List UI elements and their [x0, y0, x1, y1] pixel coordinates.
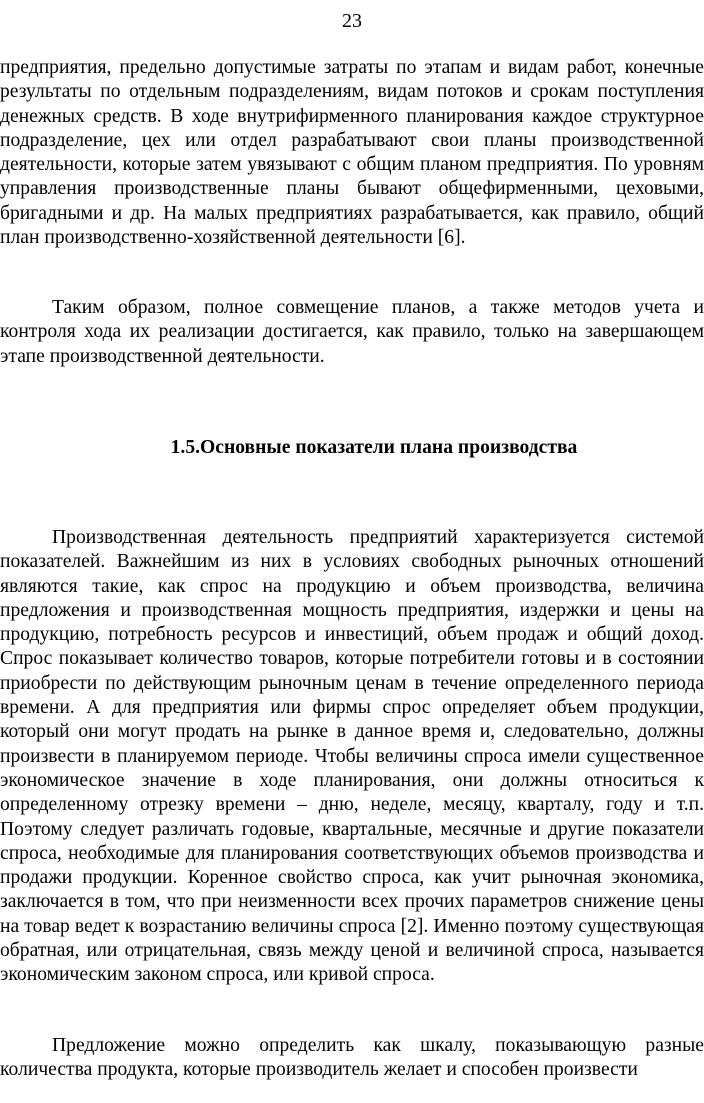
page-number: 23: [342, 10, 362, 32]
paragraph-production-indicators: Производственная деятельность предприятий характеризуется системой показателей. Важнейшим из них в условиях свободных рыночных отношений являются такие, как спрос на продукцию и объем производства, величина предложения и производственная мощность предприятия, издержки и цены на продукцию, потребность ресурсов и инвестиций, объем продаж и общий доход. Спрос показывает количество товаров, которые потребители готовы и в состоянии приобрести по действующим рыночным ценам в течение определенного периода времени. А для предприятия или фирмы спрос определяет объем продукции, который они могут продать на рынке в данное время и, следовательно, должны произвести в планируемом периоде. Чтобы величины спроса имели существенное экономическое значение в ходе планирования, они должны относиться к определенному отрезку времени – дню, неделе, месяцу, кварталу, году и т.п. Поэтому следует различать годовые, квартальные, месячные и другие показатели спроса, необходимые для планирования соответствующих объемов производства и продажи продукции. Коренное свойство спроса, как учит рыночная экономика, заключается в том, что при неизменности всех прочих параметров снижение цены на товар ведет к возрастанию величины спроса [2]. Именно поэтому существующая обратная, или отрицательная, связь между ценой и величиной спроса, называется экономическим законом спроса, или кривой спроса.: [0, 527, 704, 986]
paragraph-plan-combination: Таким образом, полное совмещение планов, а также методов учета и контроля хода их реализации достигается, как правило, только на завершающем этапе производственной деятельности.: [0, 297, 704, 367]
paragraph-supply-definition: Предложение можно определить как шкалу, показывающую разные количества продукта, которые производитель желает и способен произвести: [0, 1035, 704, 1081]
paragraph-planning-intro: предприятия, предельно допустимые затраты по этапам и видам работ, конечные результаты по отдельным подразделениям, видам потоков и срокам поступления денежных средств. В ходе внутрифирменного планирования каждое структурное подразделение, цех или отдел разрабатывают свои планы производственной деятельности, которые затем увязывают с общим планом предприятия. По уровням управления производственные планы бывают общефирменными, цеховыми, бригадными и др. На малых предприятиях разрабатывается, как правило, общий план производственно-хозяйственной деятельности [6].: [0, 57, 704, 249]
section-heading: 1.5.Основные показатели плана производства: [170, 437, 578, 458]
